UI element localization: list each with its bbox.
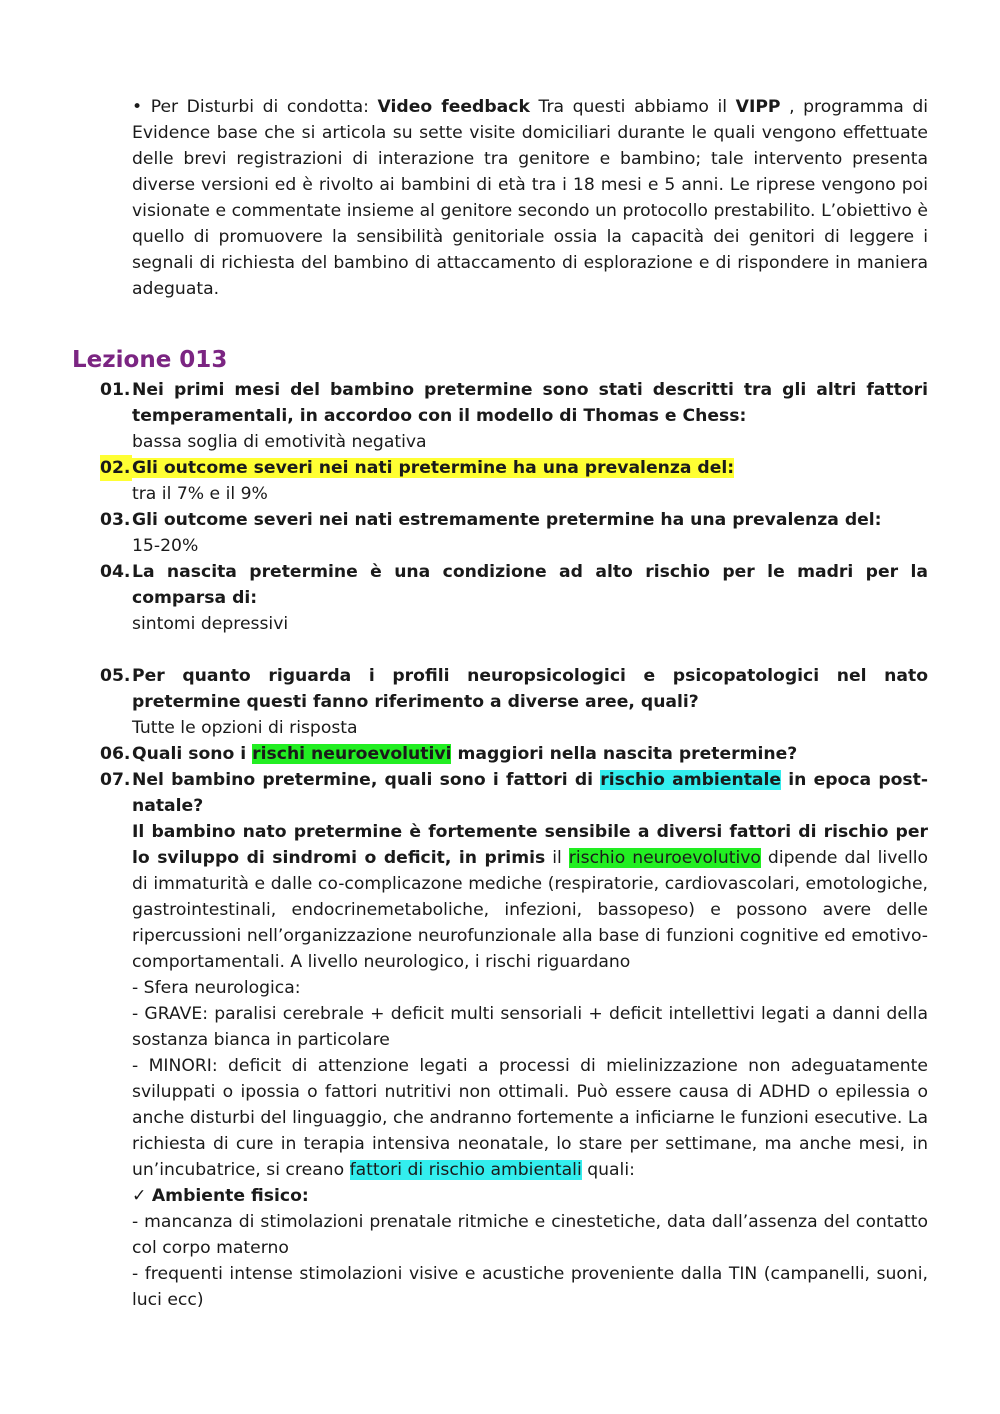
answer-text: 15-20%: [132, 536, 199, 556]
spacer: [100, 637, 928, 663]
question-number: 04.: [100, 562, 131, 582]
question-number: 05.: [100, 666, 131, 686]
intro-bold-vipp: VIPP: [735, 97, 781, 117]
question-number: 07.: [100, 770, 131, 790]
question-item-04: [100, 559, 928, 637]
question-text-part: Nel bambino pretermine, quali sono i fattori di: [132, 770, 594, 790]
question-item-06: [100, 741, 928, 767]
highlight-rischio-neuroevolutivo: rischio neuroevolutivo: [568, 848, 761, 868]
bullet: •: [132, 97, 143, 117]
question-item-01: [100, 377, 928, 455]
answer-paragraph-4: [100, 1053, 928, 1183]
intro-bold-video-feedback: Video feedback: [377, 97, 530, 117]
answer-text: quali:: [587, 1160, 635, 1180]
question-text: Gli outcome severi nei nati estremamente pretermine ha una prevalenza del:: [132, 510, 882, 530]
checkmark-icon: ✓: [132, 1186, 147, 1206]
question-item-03: [100, 507, 928, 559]
question-text-wrap: [132, 455, 928, 481]
intro-lead: Per Disturbi di condotta:: [150, 97, 369, 117]
question-item-05: [100, 663, 928, 741]
question-text-highlighted: Gli outcome severi nei nati pretermine ha una prevalenza del:: [132, 458, 735, 478]
question-text: Per quanto riguarda i profili neuropsicologici e psicopatologici nel nato pretermine questi fanno riferimento a diverse aree, quali?: [132, 666, 928, 712]
question-text: [132, 741, 928, 767]
intro-paragraph: [132, 94, 928, 302]
question-item-02: [100, 455, 928, 507]
subheading-text: Ambiente fisico:: [151, 1186, 309, 1206]
answer-text: tra il 7% e il 9%: [132, 484, 268, 504]
question-text-part: maggiori nella nascita pretermine?: [457, 744, 798, 764]
answer-text: il: [552, 848, 562, 868]
intro-text-1: Tra questi abbiamo il: [538, 97, 728, 117]
question-item-07: [100, 767, 928, 1313]
question-text: [132, 767, 928, 819]
intro-text-2: , programma di Evidence base che si articola su sette visite domiciliari durante le quali vengono effettuate delle brevi registrazioni di interazione tra genitore e bambino; tale intervento presenta diverse versioni ed è rivolto ai bambini di età tra i 18 mesi e 5 anni. Le riprese vengono poi visionate e commentate insieme al genitore secondo un protocollo prestabilito. L’obiettivo è quello di promuovere la sensibilità genitoriale ossia la capacità dei genitori di leggere i segnali di richiesta del bambino di attaccamento di esplorazione e di rispondere in maniera adeguata.: [132, 97, 929, 299]
question-text: Nei primi mesi del bambino pretermine sono stati descritti tra gli altri fattori temperamentali, in accordoo con il modello di Thomas e Chess:: [132, 380, 928, 426]
lesson-title: Lezione 013: [72, 347, 228, 373]
question-number: 02.: [100, 455, 132, 481]
answer-paragraph-6: - frequenti intense stimolazioni visive e acustiche proveniente dalla TIN (campanelli, suoni, luci ecc): [132, 1264, 928, 1310]
subheading-ambiente-fisico: [100, 1183, 928, 1209]
highlight-fattori-rischio-ambientali: fattori di rischio ambientali: [349, 1160, 582, 1180]
answer-text: bassa soglia di emotività negativa: [132, 432, 427, 452]
highlight-rischio-ambientale: rischio ambientale: [600, 770, 782, 790]
answer-text: - MINORI: deficit di attenzione legati a processi di mielinizzazione non adeguatamente sviluppati o ipossia o fattori nutritivi non ottimali. Può essere causa di ADHD o epilessia o anche disturbi del linguaggio, che andranno fortemente a inficiarne le funzioni esecutive. La richiesta di cure in terapia intensiva neonatale, lo stare per settimane, ma anche mesi, in un’incubatrice, si creano: [132, 1056, 928, 1180]
question-text-part: Quali sono i: [132, 744, 247, 764]
answer-paragraph-2: - Sfera neurologica:: [132, 978, 301, 998]
answer-text: dipende dal livello di immaturità e dalle co-complicazone mediche (respiratorie, cardiovascolari, emotologiche, gastrointestinali, endocrinemetaboliche, infezioni, bassopeso) e possono avere delle ripercussioni nell’organizzazione neurofunzionale alla base di funzioni cognitive ed emotivo-comportamentali. A livello neurologico, i rischi riguardano: [132, 848, 929, 972]
question-number: 01.: [100, 380, 131, 400]
highlight-rischi-neuroevolutivi: rischi neuroevolutivi: [252, 744, 452, 764]
question-number: 06.: [100, 744, 131, 764]
answer-text: Tutte le opzioni di risposta: [132, 718, 358, 738]
question-number: 03.: [100, 510, 131, 530]
question-text-part: in epoca post-natale?: [132, 770, 929, 816]
question-text: La nascita pretermine è una condizione ad alto rischio per le madri per la comparsa di:: [132, 562, 928, 608]
answer-text: sintomi depressivi: [132, 614, 289, 634]
answer-paragraph-1: [100, 819, 928, 975]
answer-paragraph-5: - mancanza di stimolazioni prenatale ritmiche e cinestetiche, data dall’assenza del contatto col corpo materno: [132, 1212, 928, 1258]
question-list: [100, 377, 928, 1313]
answer-paragraph-3: - GRAVE: paralisi cerebrale + deficit multi sensoriali + deficit intellettivi legati a danni della sostanza bianca in particolare: [132, 1004, 928, 1050]
answer-bold-intro: Il bambino nato pretermine è fortemente sensibile a diversi fattori di rischio per lo sviluppo di sindromi o deficit, in primis: [132, 822, 928, 868]
